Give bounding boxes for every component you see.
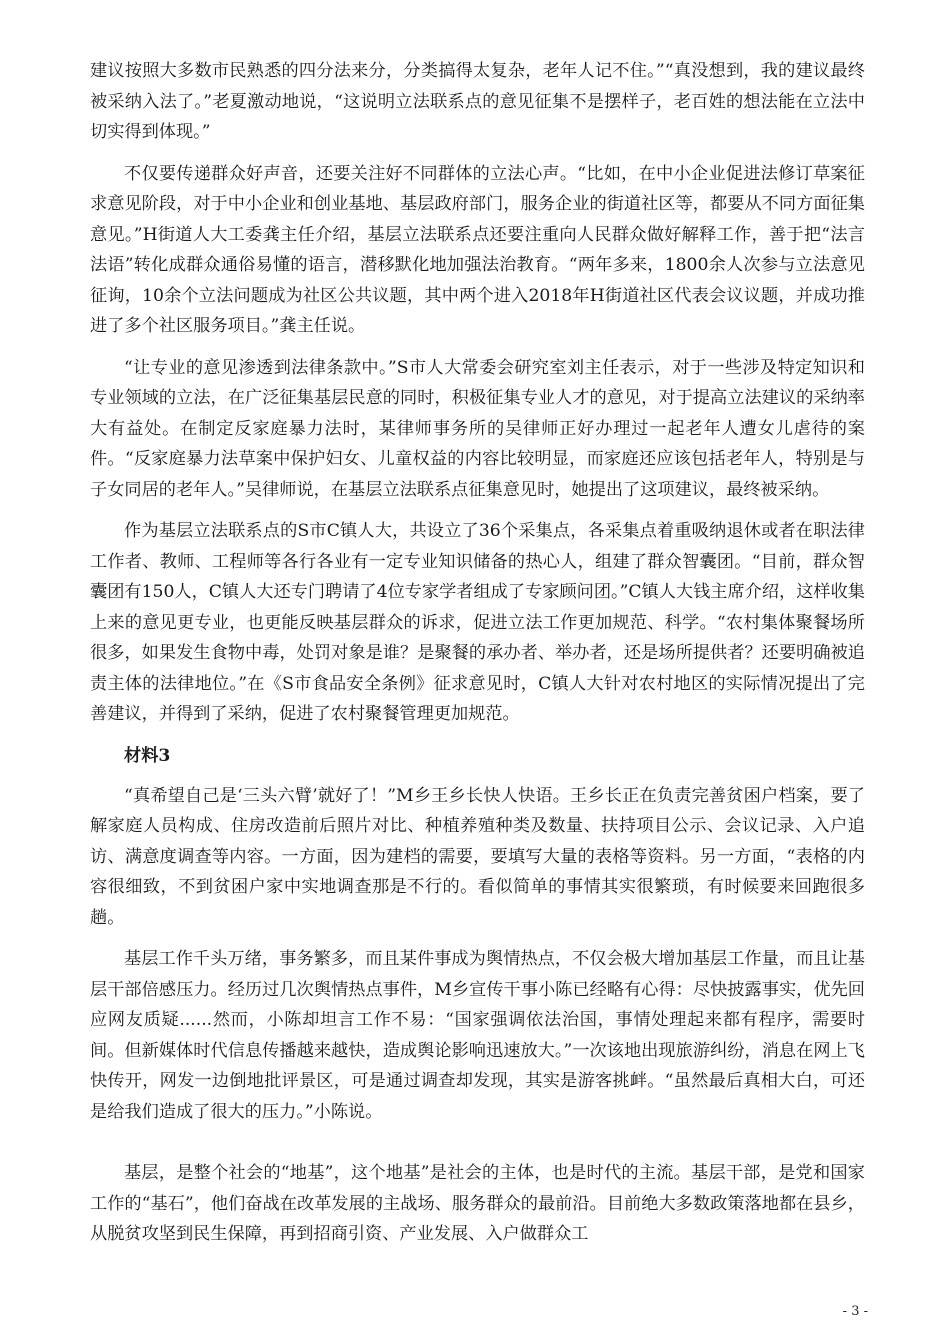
section-heading-material-3: 材料3 bbox=[124, 745, 171, 766]
section-gap bbox=[90, 1138, 865, 1158]
page-number: - 3 - bbox=[842, 1304, 868, 1319]
paragraph-2: 不仅要传递群众好声音，还要关注好不同群体的立法心声。“比如，在中小企业促进法修订草案征求意见阶段，对于中小企业和创业基地、基层政府部门，服务企业的街道社区等，都要从不同方面征集意见。”H街道人大工委龚主任介绍，基层立法联系点还要注重向人民群众做好解释工作，善于把“法言法语”转化成群众通俗易懂的语言，潜移默化地加强法治教育。“两年多来，1800余人次参与立法意见征询，10余个立法问题成为社区公共议题，其中两个进入2018年H街道社区代表会议议题，并成功推进了多个社区服务项目。”龚主任说。 bbox=[90, 163, 865, 336]
paragraph-6: 基层工作千头万绪，事务繁多，而且某件事成为舆情热点，不仅会极大增加基层工作量，而且让基层干部倍感压力。经历过几次舆情热点事件，M乡宣传干事小陈已经略有心得：尽快披露事实，优先回应网友质疑......然而，小陈却坦言工作不易：“国家强调依法治国，事情处理起来都有程序，需要时间。但新媒体时代信息传播越来越快，造成舆论影响迅速放大。”一次该地出现旅游纠纷，消息在网上飞快传开，网发一边倒地批评景区，可是通过调查却发现，其实是游客挑衅。“虽然最后真相大白，可还是给我们造成了很大的压力。”小陈说。 bbox=[90, 949, 865, 1122]
paragraph-1: 建议按照大多数市民熟悉的四分法来分，分类搞得太复杂，老年人记不住。”“真没想到，我的建议最终被采纳入法了。”老夏激动地说，“这说明立法联系点的意见征集不是摆样子，老百姓的想法能在立法中切实得到体现。” bbox=[90, 61, 865, 142]
paragraph-5: “真希望自己是‘三头六臂’就好了！”M乡王乡长快人快语。王乡长正在负责完善贫困户档案，要了解家庭人员构成、住房改造前后照片对比、种植养殖种类及数量、扶持项目公示、会议记录、入户追访、满意度调查等内容。一方面，因为建档的需要，要填写大量的表格等资料。另一方面，“表格的内容很细致，不到贫困户家中实地调查那是不行的。看似简单的事情其实很繁琐，有时候要来回跑很多趟。 bbox=[90, 785, 865, 928]
document-body bbox=[90, 56, 865, 1261]
paragraph-4: 作为基层立法联系点的S市C镇人大，共设立了36个采集点，各采集点着重吸纳退休或者在职法律工作者、教师、工程师等各行各业有一定专业知识储备的热心人，组建了群众智囊团。“目前，群众智囊团有150人，C镇人大还专门聘请了4位专家学者组成了专家顾问团。”C镇人大钱主席介绍，这样收集上来的意见更专业，也更能反映基层群众的诉求，促进立法工作更加规范、科学。“农村集体聚餐场所很多，如果发生食物中毒，处罚对象是谁？是聚餐的承办者、举办者，还是场所提供者？还要明确被追责主体的法律地位。”在《S市食品安全条例》征求意见时，C镇人大针对农村地区的实际情况提出了完善建议，并得到了采纳，促进了农村聚餐管理更加规范。 bbox=[90, 521, 865, 724]
paragraph-3: “让专业的意见渗透到法律条款中。”S市人大常委会研究室刘主任表示，对于一些涉及特定知识和专业领域的立法，在广泛征集基层民意的同时，积极征集专业人才的意见，对于提高立法建议的采纳率大有益处。在制定反家庭暴力法时，某律师事务所的吴律师正好办理过一起老年人遭女儿虐待的案件。“反家庭暴力法草案中保护妇女、儿童权益的内容比较明显，而家庭还应该包括老年人，特别是与子女同居的老年人。”吴律师说，在基层立法联系点征集意见时，她提出了这项建议，最终被采纳。 bbox=[90, 357, 865, 500]
paragraph-7: 基层，是整个社会的“地基”，这个地基”是社会的主体，也是时代的主流。基层干部，是党和国家工作的“基石”，他们奋战在改革发展的主战场、服务群众的最前沿。目前绝大多数政策落地都在县乡，从脱贫攻坚到民生保障，再到招商引资、产业发展、入户做群众工 bbox=[90, 1163, 865, 1244]
